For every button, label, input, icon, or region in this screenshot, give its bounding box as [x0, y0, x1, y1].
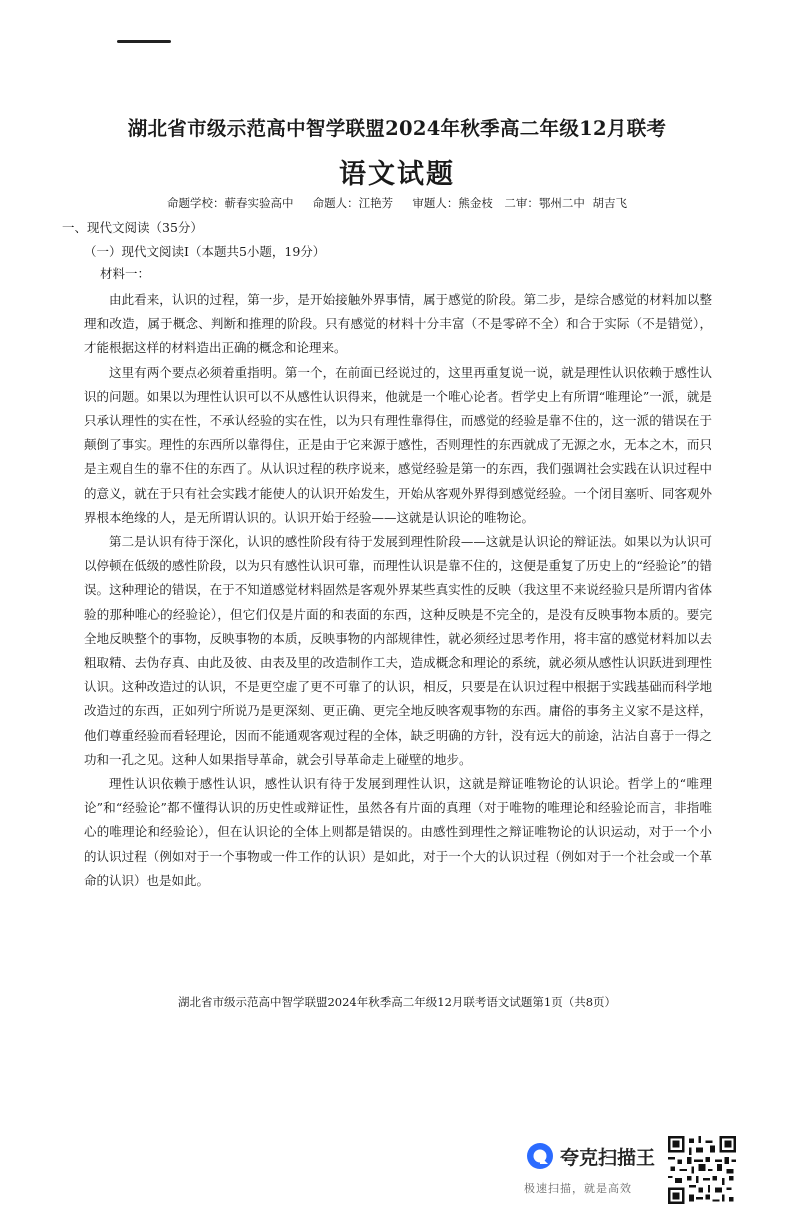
subject-title: 语文试题 [339, 159, 455, 190]
page-footer: 湖北省市级示范高中智学联盟2024年秋季高二年级12月联考语文试题第1页（共8页） [177, 995, 617, 1009]
material-label: 材料一： [100, 266, 151, 281]
scanner-brand-name: 夸克扫描王 [560, 1147, 656, 1169]
exam-credits: 命题学校：蕲春实验高中 命题人：江艳芳 审题人：熊金枝 二审：鄂州二中 胡吉飞 [167, 196, 627, 210]
scanner-watermark [520, 1138, 660, 1202]
article-paragraph: 由此看来，认识的过程，第一步，是开始接触外界事情，属于感觉的阶段。第二步，是综合感觉的材料加以整理和改造，属于概念、判断和推理的阶段。只有感觉的材料十分丰富（不是零碎不全）和合于实际（不是错觉），才能根据这样的材料造出正确的概念和论理来。 [84, 292, 712, 356]
article-body [84, 288, 712, 893]
section-heading-modern-reading: 一、现代文阅读（35分） [62, 220, 203, 235]
exam-title: 湖北省市级示范高中智学联盟2024年秋季高二年级12月联考 [127, 117, 667, 140]
scanner-slogan: 极速扫描，就是高效 [524, 1182, 632, 1195]
scan-pen-mark [117, 40, 171, 43]
article-paragraph: 第二是认识有待于深化，认识的感性阶段有待于发展到理性阶段——这就是认识论的辩证法。如果以为认识可以停顿在低级的感性阶段，以为只有感性认识可靠，而理性认识是靠不住的，这便是重复了历史上的“经验论”的错误。这种理论的错误，在于不知道感觉材料固然是客观外界某些真实性的反映（我这里不来说经验只是所谓内省体验的那种唯心的经验论），但它们仅是片面的和表面的东西，这种反映是不完全的，是没有反映事物本质的。要完全地反映整个的事物，反映事物的本质，反映事物的内部规律性，就必须经过思考作用，将丰富的感觉材料加以去粗取精、去伪存真、由此及彼、由表及里的改造制作工夫，造成概念和理论的系统，就必须从感性认识跃进到理性认识。这种改造过的认识，不是更空虚了更不可靠了的认识，相反，只要是在认识过程中根据于实践基础而科学地改造过的东西，正如列宁所说乃是更深刻、更正确、更完全地反映客观事物的东西。庸俗的事务主义家不是这样，他们尊重经验而看轻理论，因而不能通观客观过程的全体，缺乏明确的方针，没有远大的前途，沾沾自喜于一得之功和一孔之见。这种人如果指导革命，就会引导革命走上碰壁的地步。 [84, 534, 712, 767]
article-paragraph: 理性认识依赖于感性认识，感性认识有待于发展到理性认识，这就是辩证唯物论的认识论。哲学上的“唯理论”和“经验论”都不懂得认识的历史性或辩证性，虽然各有片面的真理（对于唯物的唯理论和经验论而言，非指唯心的唯理论和经验论），但在认识论的全体上则都是错误的。由感性到理性之辩证唯物论的认识运动，对于一个小的认识过程（例如对于一个事物或一件工作的认识）是如此，对于一个大的认识过程（例如对于一个社会或一个革命的认识）也是如此。 [84, 776, 712, 888]
qr-code-icon [668, 1136, 736, 1204]
subsection-heading-reading-one: （一）现代文阅读Ⅰ（本题共5小题，19分） [84, 244, 326, 259]
article-paragraph: 这里有两个要点必须着重指明。第一个，在前面已经说过的，这里再重复说一说，就是理性认识依赖于感性认识的问题。如果以为理性认识可以不从感性认识得来，他就是一个唯心论者。哲学史上有所谓“唯理论”一派，就是只承认理性的实在性，不承认经验的实在性，以为只有理性靠得住，而感觉的经验是靠不住的，这一派的错误在于颠倒了事实。理性的东西所以靠得住，正是由于它来源于感性，否则理性的东西就成了无源之水，无本之木，而只是主观自生的靠不住的东西了。从认识过程的秩序说来，感觉经验是第一的东西，我们强调社会实践在认识过程中的意义，就在于只有社会实践才能使人的认识开始发生，开始从客观外界得到感觉经验。一个闭目塞听、同客观外界根本绝缘的人，是无所谓认识的。认识开始于经验——这就是认识论的唯物论。 [84, 364, 712, 525]
quark-logo-icon [526, 1142, 554, 1170]
